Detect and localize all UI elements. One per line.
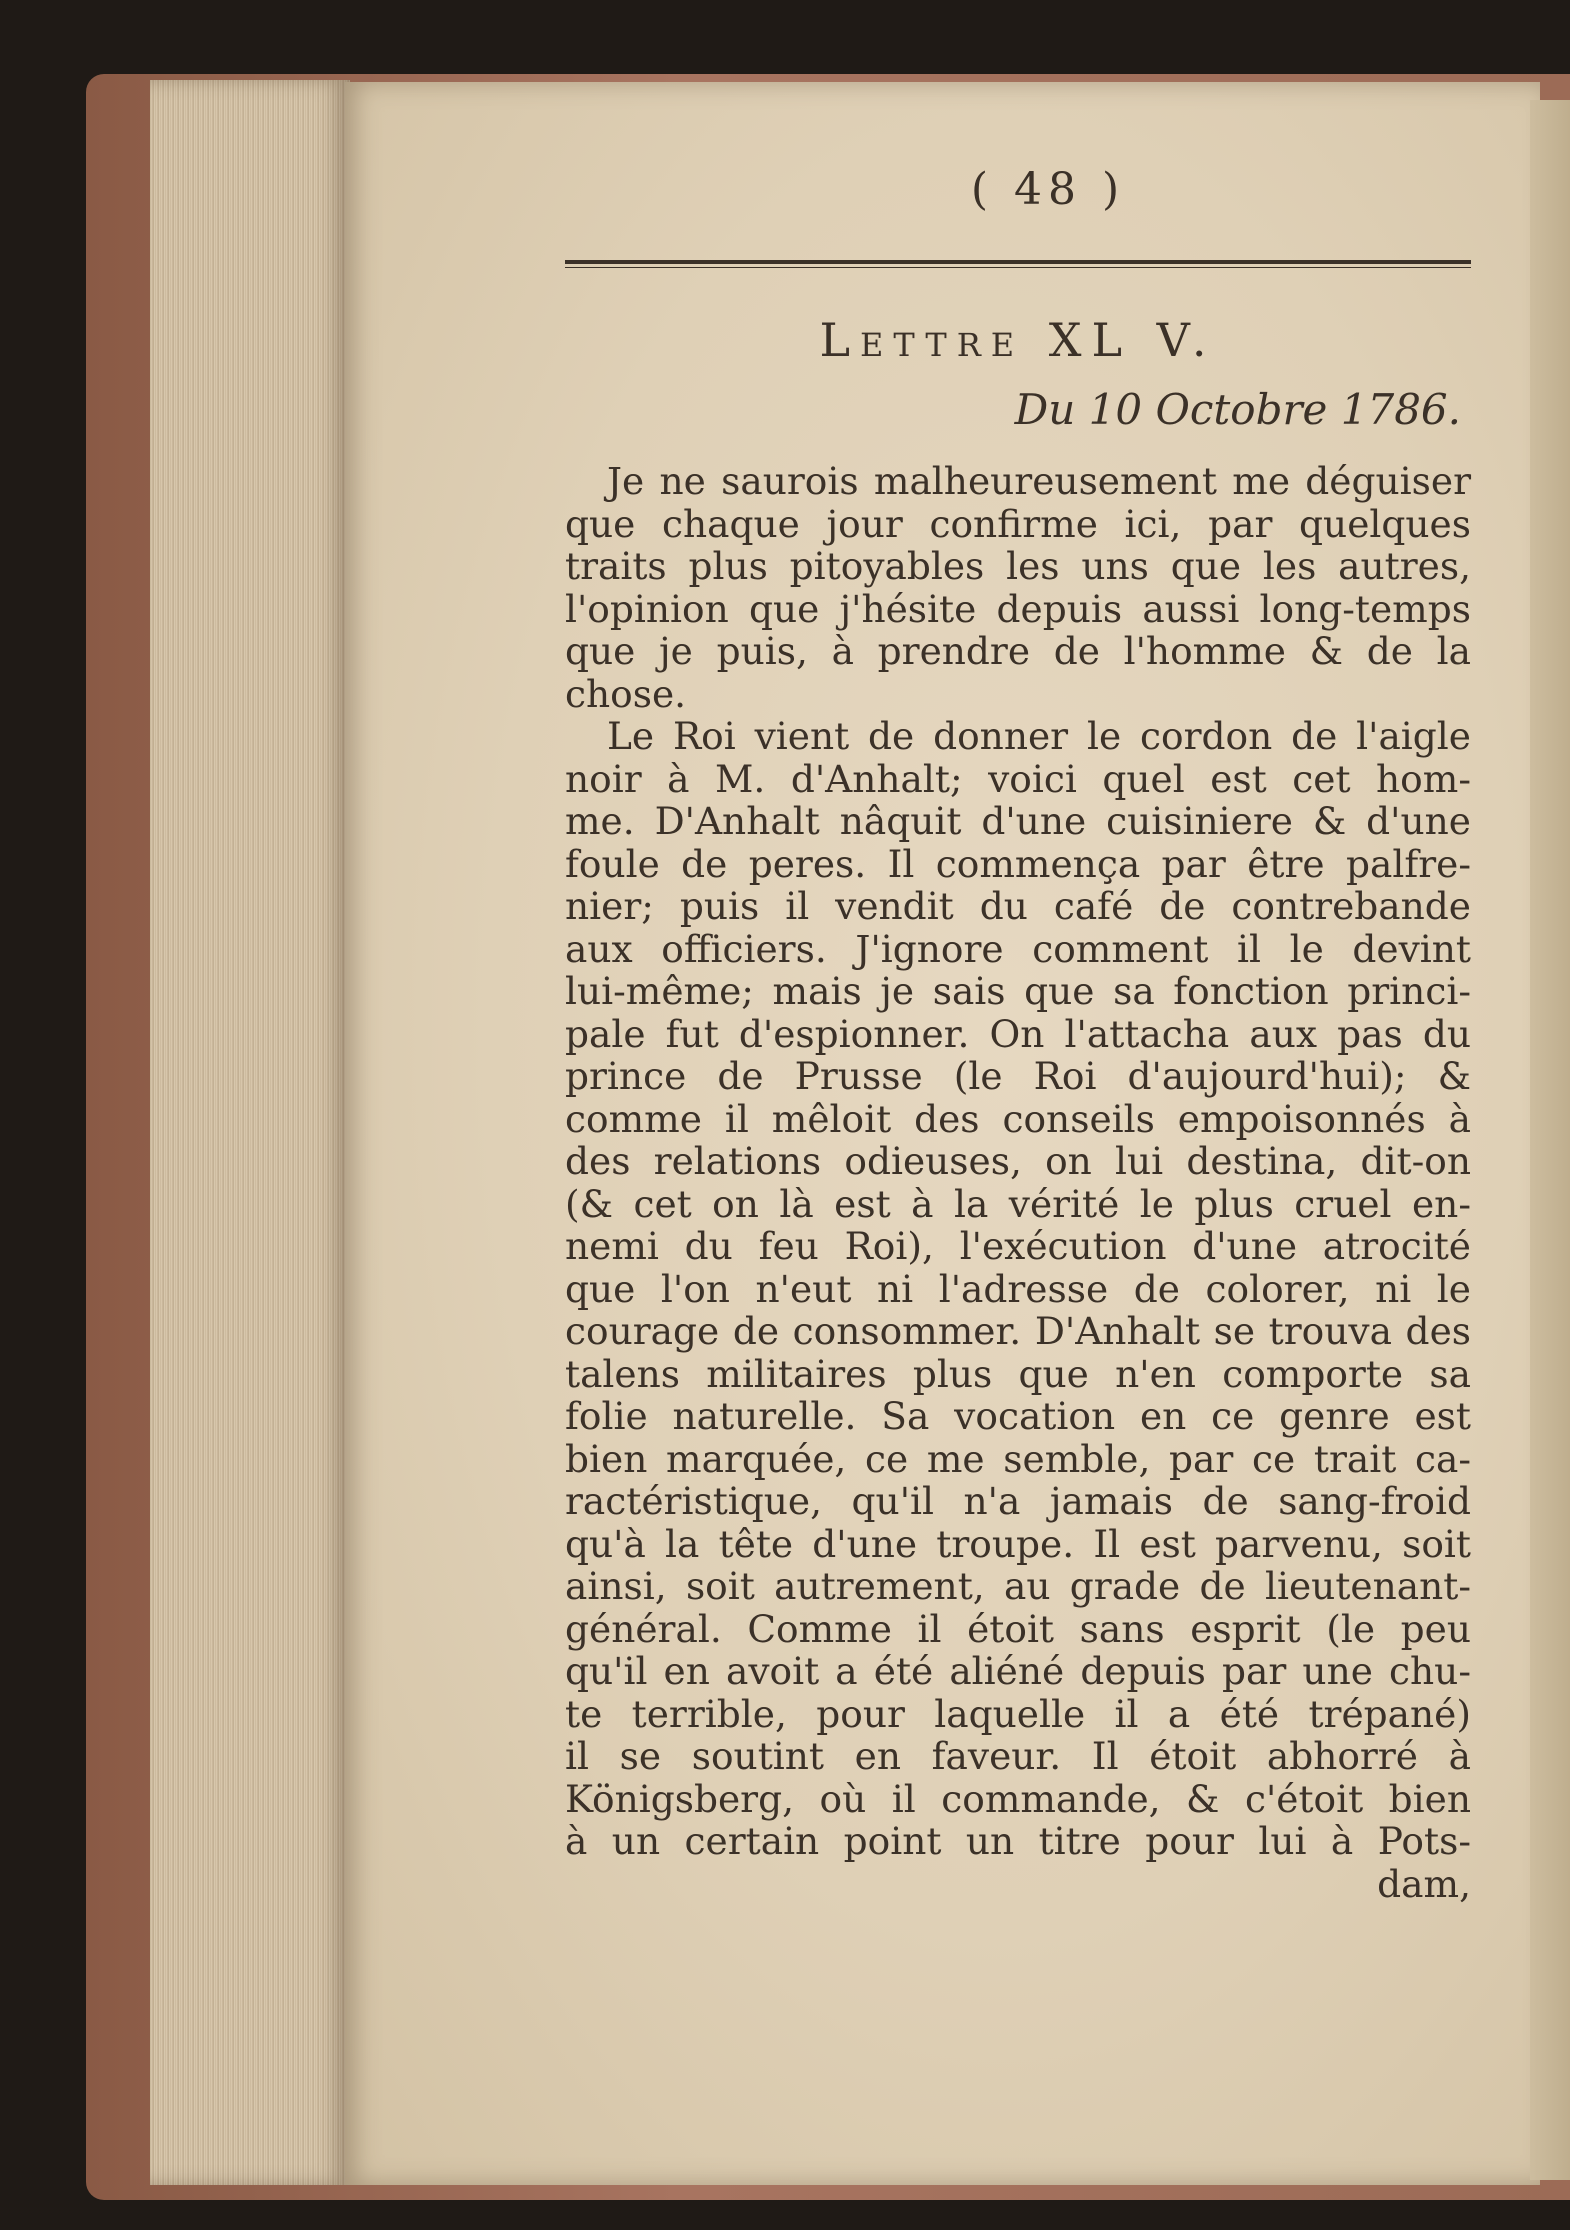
text-line: que je puis, à prendre de l'homme & de la <box>565 629 1471 673</box>
text-line: qu'à la tête d'une troupe. Il est parvenu, soit <box>565 1521 1471 1566</box>
text-line: comme il mêloit des conseils empoisonnés à <box>565 1096 1471 1141</box>
text-line: aux officiers. J'ignore comment il le devint <box>565 926 1471 971</box>
text-line: que chaque jour confirme ici, par quelques <box>565 501 1471 546</box>
letter-title: Lettre XL V. <box>819 313 1217 367</box>
facing-page-edge <box>1530 100 1570 2180</box>
page-edges <box>150 80 350 2185</box>
text-line: bien marquée, ce me semble, par ce trait ca- <box>565 1436 1471 1481</box>
text-line: des relations odieuses, on lui destina, dit-on <box>565 1139 1471 1183</box>
text-line: que l'on n'eut ni l'adresse de colorer, ni le <box>565 1266 1471 1311</box>
text-line: l'opinion que j'hésite depuis aussi long-temps <box>565 586 1471 631</box>
text-line: qu'il en avoit a été aliéné depuis par une chu- <box>565 1649 1471 1693</box>
text-line: talens militaires plus que n'en comporte sa <box>565 1351 1471 1396</box>
text-line: chose. <box>565 671 687 716</box>
text-line: nemi du feu Roi), l'exécution d'une atrocité <box>565 1224 1471 1268</box>
text-line: courage de consommer. D'Anhalt se trouva des <box>565 1309 1471 1353</box>
text-line: traits plus pitoyables les uns que les autres, <box>565 544 1471 588</box>
page-text <box>565 160 1471 1905</box>
text-line: nier; puis il vendit du café de contrebande <box>565 884 1471 928</box>
text-line: me. D'Anhalt nâquit d'une cuisiniere & d'une <box>565 799 1471 843</box>
text-line: à un certain point un titre pour lui à Pots- <box>565 1819 1471 1863</box>
text-line: Je ne saurois malheureusement me déguiser <box>607 459 1471 503</box>
letter-date: Du 10 Octobre 1786. <box>1014 385 1461 434</box>
page-number: ( 48 ) <box>970 164 1126 215</box>
text-line: lui-même; mais je sais que sa fonction princi- <box>565 969 1471 1013</box>
text-line: foule de peres. Il commença par être palfre- <box>565 841 1471 886</box>
letter-body <box>565 460 1471 1863</box>
header-rule <box>565 260 1471 268</box>
text-line: Le Roi vient de donner le cordon de l'aigle <box>607 714 1471 758</box>
text-line: noir à M. d'Anhalt; voici quel est cet hom- <box>565 756 1471 801</box>
text-line: il se soutint en faveur. Il étoit abhorré à <box>565 1734 1471 1778</box>
catchword: dam, <box>1377 1861 1471 1906</box>
text-line: (& cet on là est à la vérité le plus cruel en- <box>565 1181 1471 1226</box>
text-line: Königsberg, où il commande, & c'étoit bien <box>565 1776 1471 1821</box>
text-line: te terrible, pour laquelle il a été trépané) <box>565 1691 1471 1736</box>
text-line: prince de Prusse (le Roi d'aujourd'hui); & <box>565 1054 1471 1098</box>
text-line: pale fut d'espionner. On l'attacha aux pas du <box>565 1011 1471 1056</box>
text-line: folie naturelle. Sa vocation en ce genre est <box>565 1394 1471 1438</box>
text-line: ractéristique, qu'il n'a jamais de sang-froid <box>565 1479 1471 1523</box>
text-line: ainsi, soit autrement, au grade de lieutenant- <box>565 1564 1471 1608</box>
text-line: général. Comme il étoit sans esprit (le peu <box>565 1606 1471 1651</box>
